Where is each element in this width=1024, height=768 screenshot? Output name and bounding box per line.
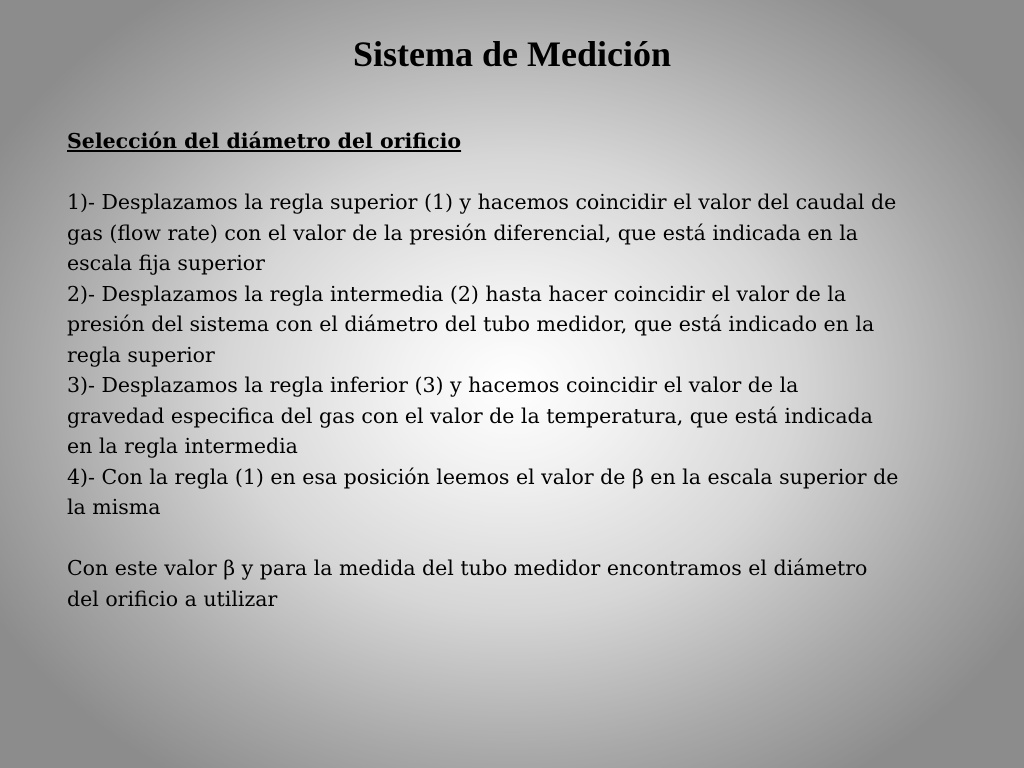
step-3-paragraph: [67, 370, 967, 462]
step-3-line-1: 3)- Desplazamos la regla inferior (3) y hacemos coincidir el valor de la: [67, 373, 799, 397]
step-2-line-3: regla superior: [67, 342, 215, 367]
step-3-line-3: en la regla intermedia: [67, 434, 298, 458]
step-2-line-2: presión del sistema con el diámetro del tubo medidor, que está indicado en la: [67, 312, 875, 336]
step-2-paragraph: [67, 279, 967, 371]
step-4-paragraph: [67, 462, 967, 523]
conclusion-line-1: Con este valor β y para la medida del tubo medidor encontramos el diámetro: [67, 556, 868, 580]
step-1-line-1: 1)- Desplazamos la regla superior (1) y hacemos coincidir el valor del caudal de: [67, 190, 897, 214]
slide-title: Sistema de Medición: [353, 34, 671, 74]
step-1-line-3: escala fija superior: [67, 251, 265, 275]
step-1-line-2: gas (flow rate) con el valor de la presión diferencial, que está indicada en la: [67, 220, 859, 245]
step-3-line-2: gravedad especifica del gas con el valor de la temperatura, que está indicada: [67, 403, 873, 428]
section-subtitle: Selección del diámetro del orificio: [67, 129, 462, 153]
step-4-line-1: 4)- Con la regla (1) en esa posición leemos el valor de β en la escala superior de: [67, 464, 899, 489]
conclusion-paragraph: [67, 553, 967, 614]
spacer: [67, 157, 967, 188]
conclusion-line-2: del orificio a utilizar: [67, 586, 278, 611]
slide-body: [67, 126, 967, 614]
step-4-line-2: la misma: [67, 495, 161, 519]
spacer: [67, 523, 967, 554]
step-1-paragraph: [67, 187, 967, 279]
step-2-line-1: 2)- Desplazamos la regla intermedia (2) hasta hacer coincidir el valor de la: [67, 281, 847, 306]
